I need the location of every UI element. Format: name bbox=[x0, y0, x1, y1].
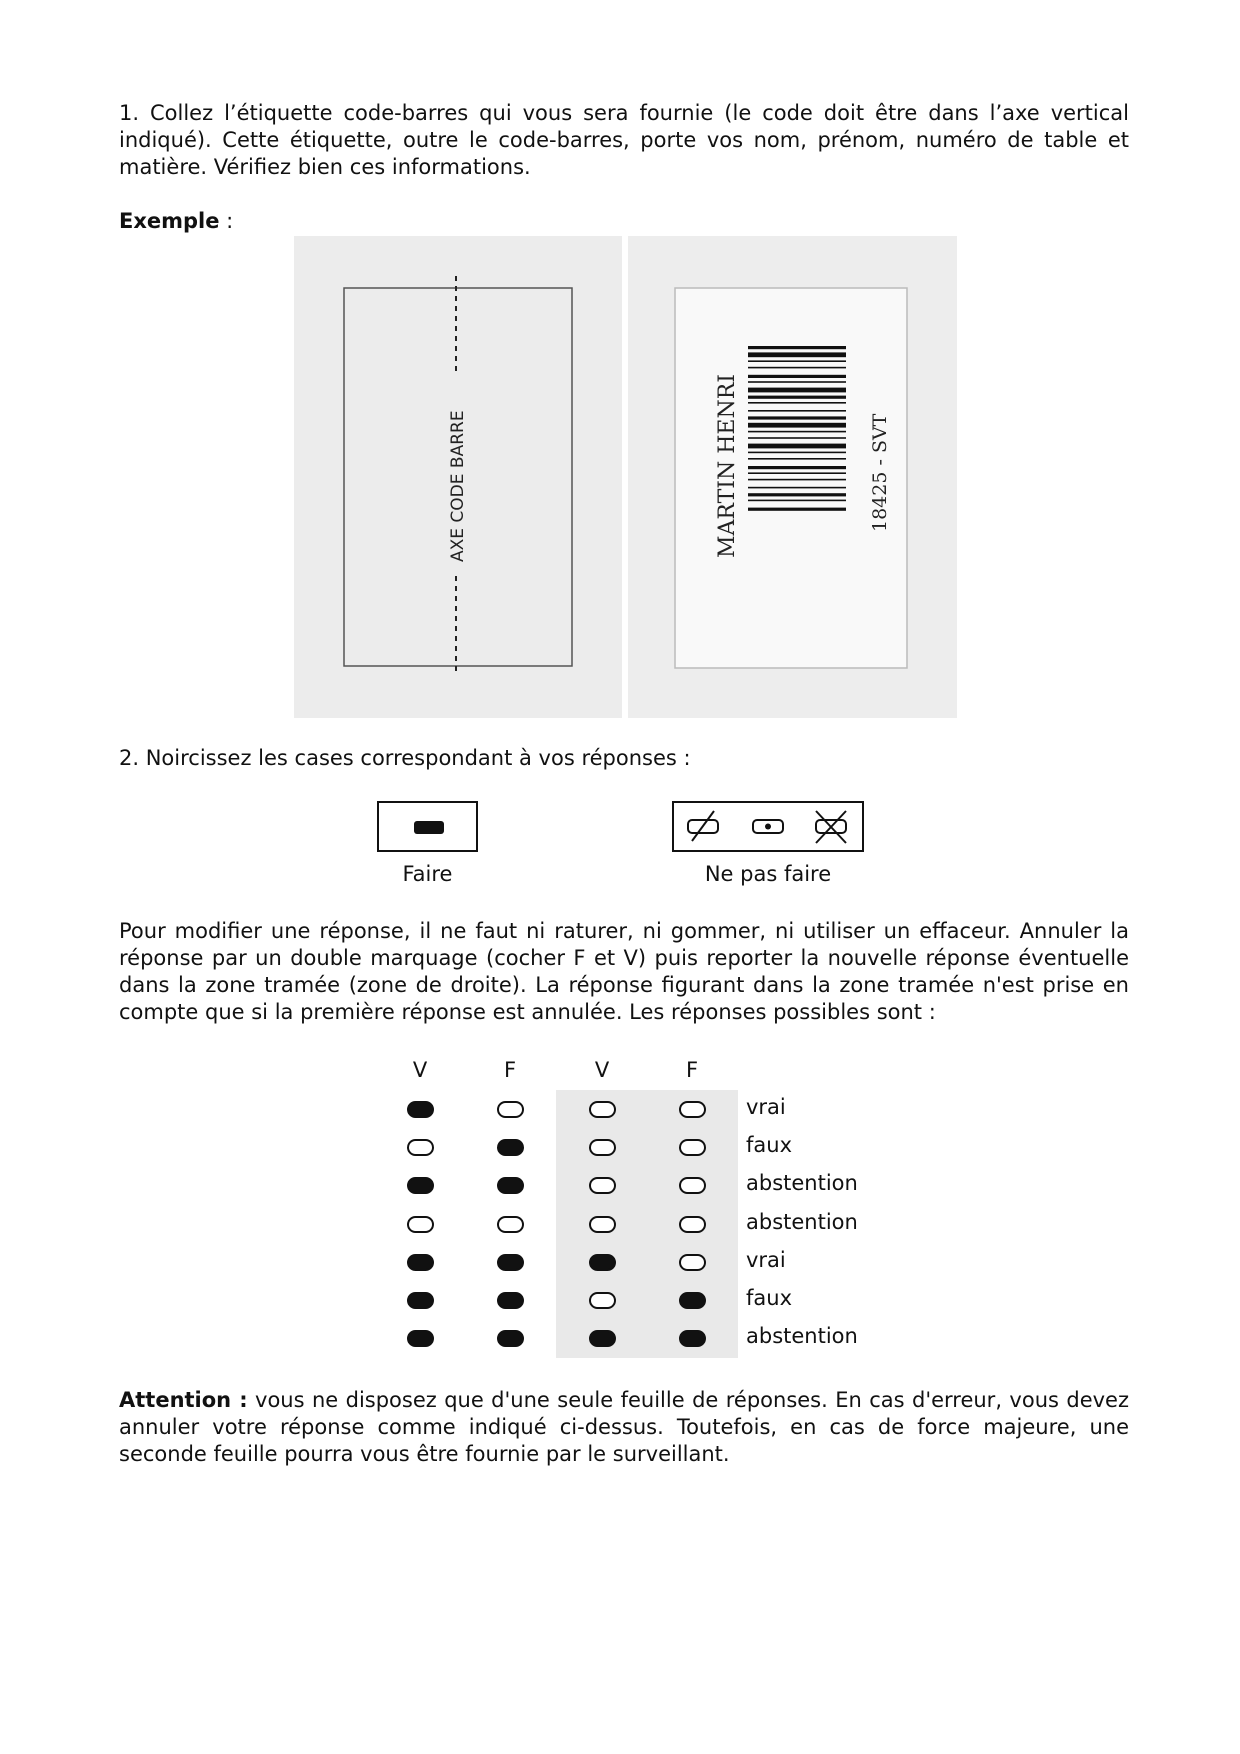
empty-answer-bubble bbox=[497, 1101, 524, 1118]
wrong-mark-examples bbox=[674, 803, 862, 850]
barcode-bar bbox=[748, 416, 846, 419]
barcode-bar bbox=[748, 352, 846, 357]
column-header-f: F bbox=[503, 1058, 517, 1082]
empty-answer-bubble bbox=[589, 1292, 616, 1309]
correct-mark-caption: Faire bbox=[402, 862, 453, 886]
empty-answer-bubble bbox=[679, 1254, 706, 1271]
filled-answer-bubble bbox=[679, 1292, 706, 1309]
barcode-bar bbox=[748, 458, 846, 460]
modify-paragraph: Pour modifier une réponse, il ne faut ni raturer, ni gommer, ni utiliser un effaceur. Annuler la réponse par un double marquage (cocher F et V) puis reporter la nouvelle réponse éventuelle dans la zone tramée (zone de droite). La réponse figurant dans la zone tramée n'est prise en compte que si la première réponse est annulée. Les réponses possibles sont : bbox=[119, 919, 1129, 1024]
empty-answer-bubble bbox=[679, 1177, 706, 1194]
barcode-bar bbox=[748, 346, 846, 349]
response-label: abstention bbox=[746, 1171, 858, 1196]
empty-answer-bubble bbox=[589, 1216, 616, 1233]
wrong-mark-caption: Ne pas faire bbox=[704, 862, 832, 886]
filled-answer-bubble bbox=[407, 1292, 434, 1309]
barcode-bar bbox=[748, 500, 846, 502]
filled-answer-bubble bbox=[497, 1330, 524, 1347]
step2-paragraph: 2. Noircissez les cases correspondant à vos réponses : bbox=[119, 746, 691, 770]
empty-answer-bubble bbox=[589, 1177, 616, 1194]
column-header-f: F bbox=[685, 1058, 699, 1082]
filled-mark bbox=[414, 821, 444, 834]
attention-paragraph bbox=[119, 1387, 1129, 1468]
empty-answer-bubble bbox=[679, 1216, 706, 1233]
axis-label-text: AXE CODE BARRE bbox=[448, 410, 468, 562]
correct-mark-box bbox=[377, 801, 478, 852]
empty-answer-bubble bbox=[679, 1101, 706, 1118]
attention-text: vous ne disposez que d'une seule feuille de réponses. En cas d'erreur, vous devez annuler votre réponse comme indiqué ci-dessus. Toutefois, en cas de force majeure, une seconde feuille pourra vous être fournie par le surveillant. bbox=[119, 1388, 1129, 1466]
response-label: abstention bbox=[746, 1209, 858, 1234]
barcode-bar bbox=[748, 388, 846, 393]
filled-answer-bubble bbox=[407, 1254, 434, 1271]
barcode-bar bbox=[748, 452, 846, 454]
barcode-bar bbox=[748, 472, 846, 474]
barcode-bar bbox=[748, 396, 846, 399]
barcode-bar bbox=[748, 367, 846, 369]
attention-label: Attention : bbox=[119, 1388, 248, 1412]
label-axis-figure bbox=[294, 236, 622, 718]
barcode-bar bbox=[748, 479, 846, 481]
example-heading bbox=[119, 208, 1129, 235]
response-label: vrai bbox=[746, 1095, 786, 1119]
barcode-bar bbox=[748, 423, 846, 428]
label-axis-drawing bbox=[294, 236, 622, 718]
barcode-bar bbox=[748, 508, 846, 511]
response-label: vrai bbox=[746, 1247, 786, 1272]
barcode-bar bbox=[748, 360, 846, 362]
empty-answer-bubble bbox=[679, 1139, 706, 1156]
column-header-v: V bbox=[412, 1058, 428, 1082]
empty-answer-bubble bbox=[497, 1216, 524, 1233]
response-label: abstention bbox=[746, 1324, 858, 1349]
response-label: faux bbox=[746, 1133, 792, 1158]
shaded-zone bbox=[556, 1090, 738, 1358]
barcode-bar bbox=[748, 437, 846, 439]
barcode-name-text: MARTIN HENRI bbox=[715, 374, 740, 558]
example-label: Exemple bbox=[119, 209, 220, 233]
filled-answer-bubble bbox=[589, 1330, 616, 1347]
barcode-bar bbox=[748, 402, 846, 404]
barcode-bar bbox=[748, 487, 846, 489]
filled-answer-bubble bbox=[589, 1254, 616, 1271]
filled-answer-bubble bbox=[407, 1177, 434, 1194]
filled-answer-bubble bbox=[497, 1139, 524, 1156]
response-label: faux bbox=[746, 1286, 792, 1310]
filled-answer-bubble bbox=[407, 1330, 434, 1347]
barcode-bar bbox=[748, 466, 846, 469]
barcode-bar bbox=[748, 410, 846, 412]
wrong-mark-box bbox=[672, 801, 864, 852]
empty-answer-bubble bbox=[407, 1216, 434, 1233]
filled-answer-bubble bbox=[407, 1101, 434, 1118]
filled-answer-bubble bbox=[497, 1254, 524, 1271]
filled-answer-bubble bbox=[497, 1292, 524, 1309]
example-suffix: : bbox=[219, 209, 234, 233]
barcode-bar bbox=[748, 375, 846, 378]
barcode-code-text: 18425 - SVT bbox=[869, 413, 891, 532]
barcode-bar bbox=[748, 381, 846, 383]
step1-paragraph: 1. Collez l’étiquette code-barres qui vous sera fournie (le code doit être dans l’axe vertical indiqué). Cette étiquette, outre le code-barres, porte vos nom, prénom, numéro de table et matière. Vérifiez bien ces informations. bbox=[119, 101, 1129, 179]
column-header-v: V bbox=[594, 1058, 610, 1082]
empty-answer-bubble bbox=[589, 1139, 616, 1156]
barcode-example-drawing bbox=[628, 236, 957, 718]
barcode-bar bbox=[748, 444, 846, 449]
empty-answer-bubble bbox=[407, 1139, 434, 1156]
barcode-bar bbox=[748, 431, 846, 433]
filled-answer-bubble bbox=[497, 1177, 524, 1194]
empty-answer-bubble bbox=[589, 1101, 616, 1118]
filled-answer-bubble bbox=[679, 1330, 706, 1347]
barcode-bar bbox=[748, 493, 846, 496]
barcode-example-figure bbox=[628, 236, 957, 718]
